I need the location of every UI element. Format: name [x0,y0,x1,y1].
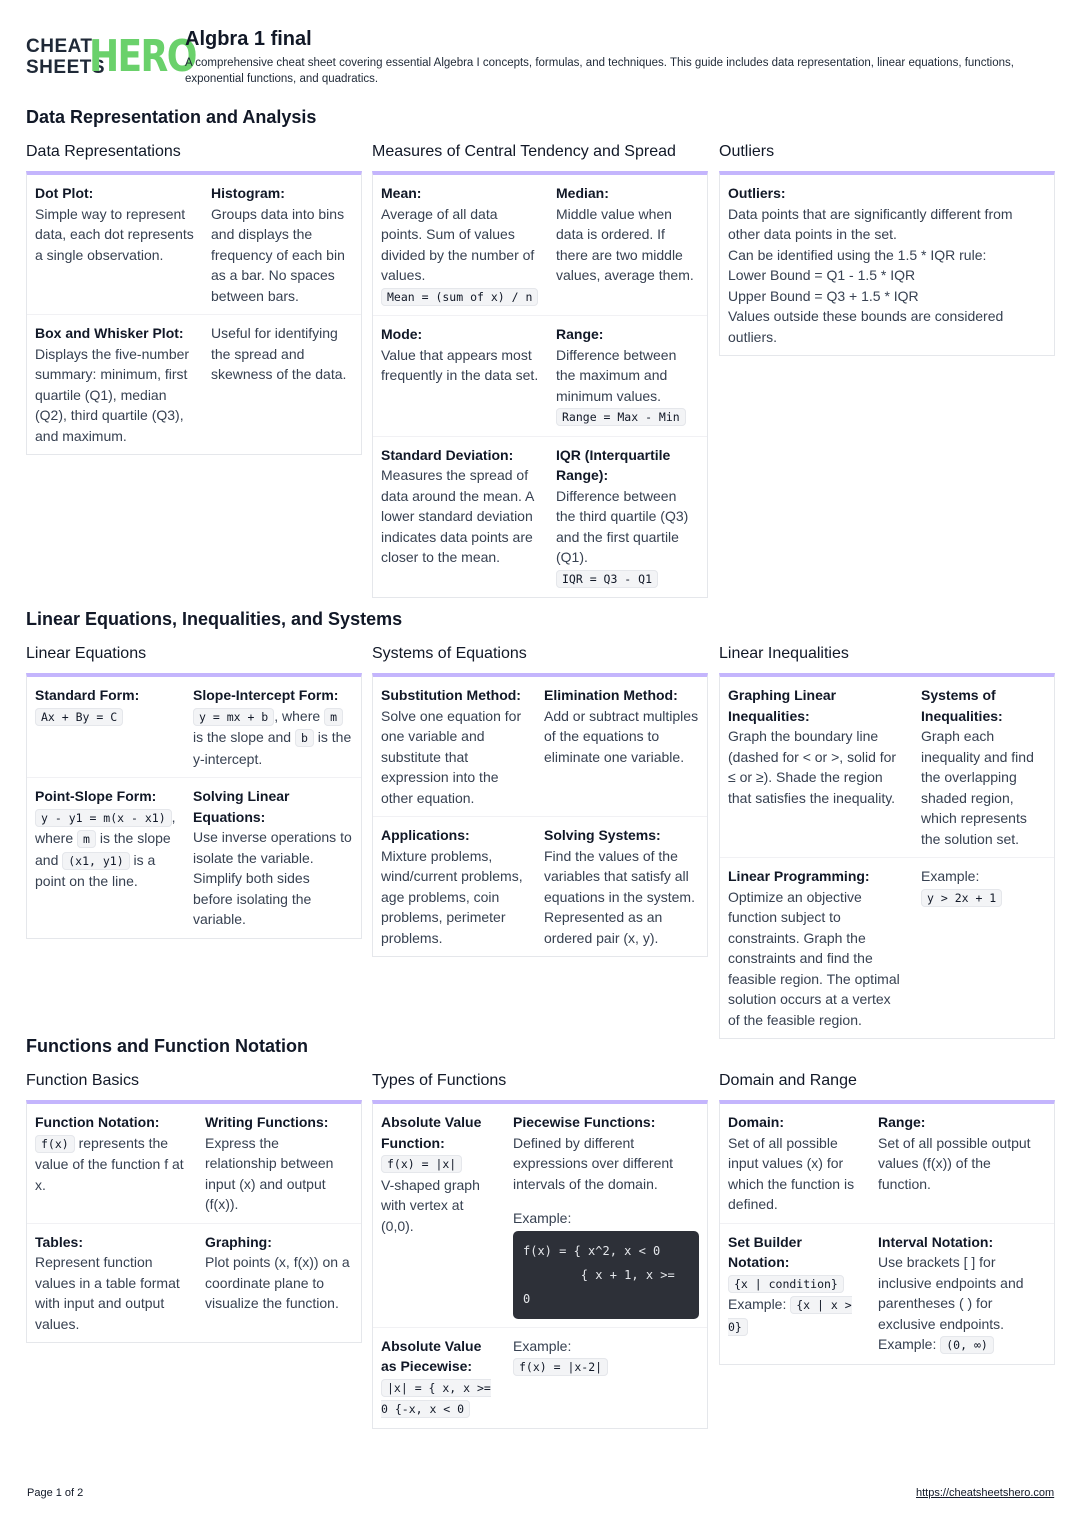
card-cell [185,677,361,777]
description: Use inverse operations to isolate the variable. Simplify both sides before isolating the variable. [193,829,352,927]
description-line: Values outside these bounds are considered outliers. [728,308,1004,345]
description: Defined by different expressions over different intervals of the domain. [513,1134,674,1192]
card-cell [27,315,203,454]
card-cell [548,437,707,598]
card-cell [27,778,185,938]
card-row [373,1328,707,1428]
page-description: A comprehensive cheat sheet covering essential Algebra I concepts, formulas, and techniques. This guide includes data representation, linear equations, functions, exponential functions, and quadratics. [185,57,1014,85]
text: is the y-intercept. [193,729,352,767]
term-iqr: IQR (Interquartile Range): [556,446,671,483]
example-label: Example: [921,868,980,884]
card-cell [548,316,707,436]
logo-text-sheets: SHEETS [26,57,106,78]
card-row [27,778,361,938]
description: Simple way to represent data, each dot represents a single observation. [35,205,194,263]
text: is the slope and [35,830,171,868]
formula-code: {x | condition} [728,1275,844,1293]
term-outliers: Outliers: [728,185,786,201]
description: Displays the five-number summary: minimum, first quartile (Q1), median (Q2), third quartile (Q3), and maximum. [35,345,190,444]
term-solving-systems: Solving Systems: [544,827,661,843]
term-range: Range: [878,1114,926,1130]
column-title: Systems of Equations [372,645,527,662]
term-range: Range: [556,326,604,342]
card-row [373,1104,707,1328]
formula-code: y - y1 = m(x - x1) [35,809,172,827]
formula-code: Range = Max - Min [556,408,686,426]
term-median: Median: [556,185,609,201]
description: Plot points (x, f(x)) on a coordinate plane to visualize the function. [205,1254,350,1311]
card-cell [27,1224,197,1343]
formula-code: m [77,830,96,848]
description: Graph each inequality and find the overlapping shaded region, which represents the solution set. [921,728,1034,847]
section-title-data-representation: Data Representation and Analysis [26,107,317,127]
description: Difference between the third quartile (Q3) and the first quartile (Q1). [556,487,689,565]
card-row [373,316,707,437]
card-row [373,175,707,316]
description: Groups data into bins and displays the frequency of each bin as a bar. No spaces between bars. [211,205,345,304]
card [372,673,708,957]
column-function-basics [26,1070,362,1343]
example-label: Example: [728,1296,787,1312]
card [372,171,708,598]
card-cell [373,817,536,956]
description: represents the value of the function f at x. [35,1134,184,1193]
text: is a point on the line. [35,851,156,889]
card-cell [27,175,203,314]
formula-code: y = mx + b [193,708,274,726]
term-slope-intercept: Slope-Intercept Form: [193,687,339,703]
term-linear-programming: Linear Programming: [728,868,870,884]
term-solving-linear: Solving Linear Equations: [193,788,290,825]
description-line: Data points that are significantly different from other data points in the set. [728,205,1013,242]
card [719,673,1055,1039]
card-row [27,1104,361,1224]
page-number: Page 1 of 2 [27,1487,84,1499]
formula-code: f(x) = |x| [381,1155,462,1173]
term-interval-notation: Interval Notation: [878,1233,994,1250]
section-title-linear-equations: Linear Equations, Inequalities, and Systems [26,609,403,629]
term-writing-functions: Writing Functions: [205,1114,329,1130]
card-row [720,677,1054,858]
formula-code: y > 2x + 1 [921,889,1002,907]
card-cell [913,677,1054,857]
card-row [27,315,361,454]
term-elimination: Elimination Method: [544,687,678,703]
column-linear-inequalities [719,643,1055,1039]
column-systems-of-equations [372,643,708,957]
example-label: Example: [513,1210,572,1226]
column-title: Linear Inequalities [719,645,849,662]
term-graphing: Graphing: [205,1233,272,1250]
card-cell [536,677,707,816]
term-histogram: Histogram: [211,185,285,201]
term-absolute-as-piecewise: Absolute Value as Piecewise: [381,1337,482,1374]
formula-code: Mean = (sum of x) / n [381,288,538,306]
card-cell [505,1104,707,1327]
column-central-tendency [372,141,708,598]
column-title: Function Basics [26,1072,139,1089]
column-title: Measures of Central Tendency and Spread [372,143,676,160]
term-standard-deviation: Standard Deviation: [381,446,514,463]
term-function-notation: Function Notation: [35,1114,160,1130]
card-cell [373,437,548,598]
description: Express the relationship between input (x) and output (f(x)). [205,1134,334,1212]
description: Find the values of the variables that satisfy all equations in the system. Represented as an ordered pair (x, y). [544,847,695,946]
column-domain-range [719,1070,1055,1365]
term-absolute-value-function: Absolute Value Function: [381,1114,482,1151]
term-mean: Mean: [381,185,422,201]
card-cell [505,1328,707,1428]
term-tables: Tables: [35,1233,83,1250]
term-systems-inequalities: Systems of Inequalities: [921,687,1003,724]
term-graphing-inequalities: Graphing Linear Inequalities: [728,687,837,724]
card-cell [870,1104,1054,1223]
column-title: Linear Equations [26,645,147,662]
term-standard-form: Standard Form: [35,687,140,703]
description: Difference between the maximum and minimum values. [556,346,677,404]
card [26,171,362,455]
cheatsheetshero-logo[interactable] [26,31,196,82]
card-cell [197,1104,361,1223]
column-title: Domain and Range [719,1072,857,1089]
term-piecewise-functions: Piecewise Functions: [513,1114,656,1130]
card-cell [720,858,913,1038]
formula-code: f(x) = |x-2| [513,1358,608,1376]
card [26,673,362,939]
column-types-of-functions [372,1070,708,1429]
card-row [373,437,707,598]
term-domain: Domain: [728,1114,784,1130]
page-title: Algbra 1 final [185,28,312,50]
card-cell [373,1328,505,1428]
card-cell [720,1224,870,1364]
description: Value that appears most frequently in the data set. [381,346,539,383]
description: Use brackets [ ] for inclusive endpoints and parentheses ( ) for exclusive endpoints. [878,1254,1024,1332]
card-row [720,1224,1054,1364]
card [719,1100,1055,1365]
card-cell [548,175,707,315]
formula-code: b [295,729,314,747]
card-cell [536,817,707,956]
term-substitution: Substitution Method: [381,687,521,703]
formula-code: Ax + By = C [35,708,123,726]
formula-code: (0, ∞) [940,1336,994,1354]
description: Graph the boundary line (dashed for < or >, solid for ≤ or ≥). Shade the region that satisfies the inequality. [728,728,897,806]
text: , where [274,707,321,724]
description: Measures the spread of data around the mean. A lower standard deviation indicates data points are closer to the mean. [381,467,534,565]
description: Average of all data points. Sum of values divided by the number of values. [381,205,535,283]
card [26,1100,362,1343]
term-mode: Mode: [381,326,423,342]
card-row [27,175,361,315]
logo-text-cheat: CHEAT [26,36,93,57]
term-point-slope: Point-Slope Form: [35,788,157,804]
term-box-whisker: Box and Whisker Plot: [35,325,184,341]
page-header [26,28,1056,94]
description-line: Upper Bound = Q3 + 1.5 * IQR [728,287,919,304]
formula-code: {x | x > 0} [728,1298,852,1334]
column-outliers [719,141,1055,356]
column-title: Data Representations [26,143,181,160]
card [372,1100,708,1429]
card-row [27,677,361,778]
description: V-shaped graph with vertex at (0,0). [381,1176,480,1234]
card-cell [373,1104,505,1327]
card-cell [27,1104,197,1223]
card-row [720,1104,1054,1224]
formula-code: (x1, y1) [62,852,129,870]
card-row [720,858,1054,1038]
description: Set of all possible input values (x) for which the function is defined. [728,1134,855,1212]
example-label: Example: [878,1336,937,1352]
term-dot-plot: Dot Plot: [35,185,94,201]
card-cell [203,175,361,314]
description: Set of all possible output values (f(x)) of the function. [878,1134,1031,1192]
description: Middle value when data is ordered. If there are two middle values, average them. [556,205,694,283]
card-cell [373,677,536,816]
description-line: Can be identified using the 1.5 * IQR rule: [728,246,987,263]
description-line: Lower Bound = Q1 - 1.5 * IQR [728,267,916,283]
column-title: Outliers [719,143,775,160]
card-cell [870,1224,1054,1364]
card-cell [185,778,361,938]
formula-code: |x| = { x, x >= 0 {-x, x < 0 [381,1380,491,1416]
code-block: f(x) = { x^2, x < 0 { x + 1, x >= 0 [513,1231,699,1319]
example-label: Example: [513,1337,572,1354]
description: Solve one equation for one variable and substitute that expression into the other equation. [381,707,522,806]
description: Represent function values in a table format with input and output values. [35,1254,180,1332]
formula-code: f(x) [35,1135,75,1153]
formula-code: m [324,708,343,726]
column-linear-equations [26,643,362,939]
card-row [27,1224,361,1343]
card-row [720,175,1054,355]
term-applications: Applications: [381,827,470,843]
description: Optimize an objective function subject to constraints. Graph the constraints and find the feasible region. The optimal solution occurs at a vertex of the feasible region. [728,888,900,1028]
description: Useful for identifying the spread and skewness of the data. [211,325,347,382]
card [719,171,1055,356]
card-cell [373,316,548,436]
site-link[interactable]: https://cheatsheetshero.com [916,1487,1055,1499]
card-cell [720,175,1054,355]
card-cell [197,1224,361,1343]
card-cell [720,1104,870,1223]
card-cell [720,677,913,857]
column-title: Types of Functions [372,1072,507,1089]
description: Mixture problems, wind/current problems, age problems, coin problems, perimeter problems. [381,847,523,946]
text: is the slope and [193,729,292,745]
text: , where [35,808,176,846]
card-cell [913,858,1054,1038]
card-row [373,817,707,956]
section-title-functions: Functions and Function Notation [26,1036,308,1056]
card-cell [373,175,548,315]
card-cell [27,677,185,777]
logo-text-hero: HERO [89,31,196,82]
description: Add or subtract multiples of the equations to eliminate one variable. [544,707,699,765]
formula-code: IQR = Q3 - Q1 [556,570,658,588]
card-cell [203,315,361,454]
term-set-builder: Set Builder Notation: [728,1233,802,1270]
card-row [373,677,707,817]
column-data-representations [26,141,362,455]
